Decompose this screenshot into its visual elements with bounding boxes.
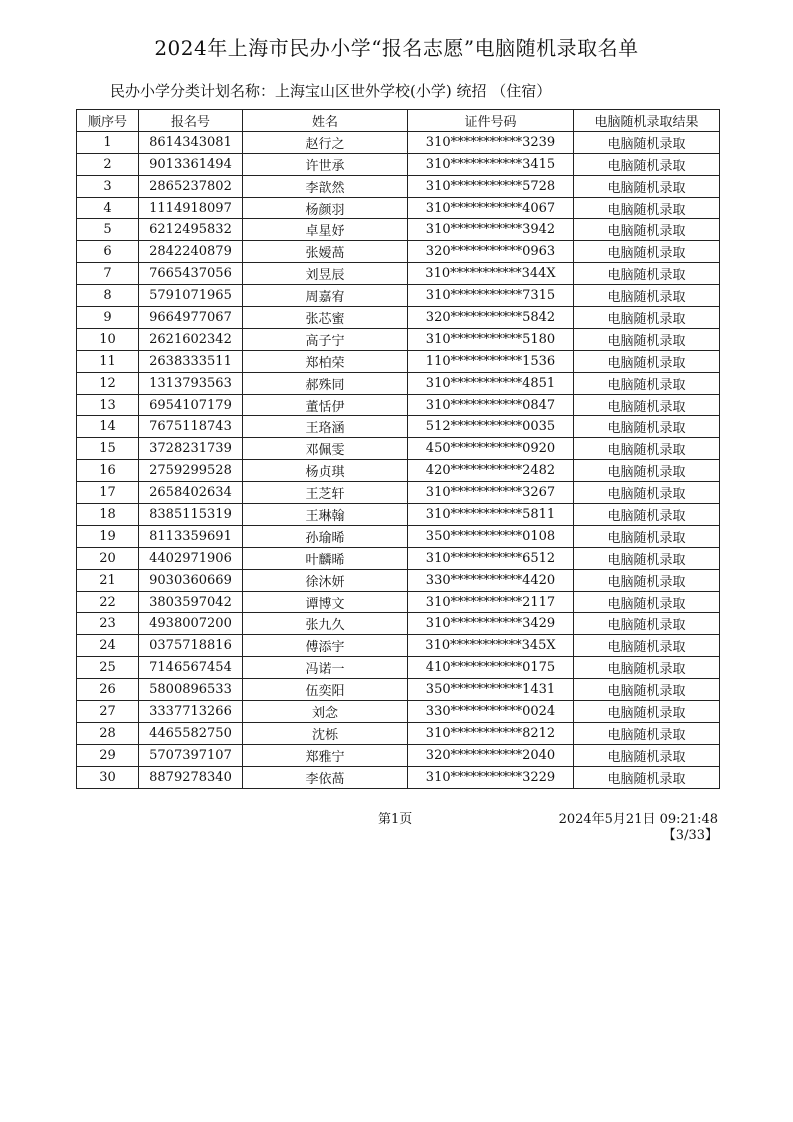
- cell-result: 电脑随机录取: [574, 219, 720, 241]
- cell-result: 电脑随机录取: [574, 175, 720, 197]
- cell-id-no: 310***********3267: [408, 482, 574, 504]
- cell-result: 电脑随机录取: [574, 482, 720, 504]
- table-header-row: [77, 110, 720, 132]
- cell-name: 郑雅宁: [243, 744, 408, 766]
- cell-name: 许世承: [243, 153, 408, 175]
- cell-reg-no: 2759299528: [139, 460, 243, 482]
- cell-reg-no: 9664977067: [139, 307, 243, 329]
- table-row: [77, 416, 720, 438]
- cell-seq: 19: [77, 525, 139, 547]
- cell-reg-no: 4402971906: [139, 547, 243, 569]
- table-row: [77, 241, 720, 263]
- cell-name: 李依萵: [243, 766, 408, 788]
- cell-id-no: 310***********3942: [408, 219, 574, 241]
- cell-result: 电脑随机录取: [574, 350, 720, 372]
- cell-result: 电脑随机录取: [574, 263, 720, 285]
- cell-reg-no: 7665437056: [139, 263, 243, 285]
- cell-name: 傅添宇: [243, 635, 408, 657]
- cell-result: 电脑随机录取: [574, 657, 720, 679]
- cell-result: 电脑随机录取: [574, 372, 720, 394]
- cell-reg-no: 6954107179: [139, 394, 243, 416]
- cell-seq: 11: [77, 350, 139, 372]
- cell-seq: 25: [77, 657, 139, 679]
- cell-reg-no: 7146567454: [139, 657, 243, 679]
- cell-result: 电脑随机录取: [574, 131, 720, 153]
- cell-name: 张嫒萵: [243, 241, 408, 263]
- cell-seq: 17: [77, 482, 139, 504]
- cell-result: 电脑随机录取: [574, 416, 720, 438]
- table-row: [77, 350, 720, 372]
- cell-reg-no: 4465582750: [139, 722, 243, 744]
- cell-result: 电脑随机录取: [574, 679, 720, 701]
- cell-id-no: 310***********3239: [408, 131, 574, 153]
- cell-seq: 18: [77, 504, 139, 526]
- cell-id-no: 310***********345X: [408, 635, 574, 657]
- cell-result: 电脑随机录取: [574, 438, 720, 460]
- table-row: [77, 657, 720, 679]
- cell-reg-no: 8879278340: [139, 766, 243, 788]
- table-row: [77, 307, 720, 329]
- table-row: [77, 766, 720, 788]
- cell-result: 电脑随机录取: [574, 613, 720, 635]
- cell-reg-no: 0375718816: [139, 635, 243, 657]
- cell-id-no: 350***********0108: [408, 525, 574, 547]
- cell-id-no: 320***********0963: [408, 241, 574, 263]
- cell-result: 电脑随机录取: [574, 701, 720, 723]
- cell-reg-no: 9013361494: [139, 153, 243, 175]
- page-number: 第1页: [378, 812, 413, 827]
- header-id-no: 证件号码: [408, 110, 574, 132]
- cell-id-no: 330***********4420: [408, 569, 574, 591]
- table-row: [77, 328, 720, 350]
- table-row: [77, 372, 720, 394]
- cell-reg-no: 6212495832: [139, 219, 243, 241]
- cell-name: 孙瑜晞: [243, 525, 408, 547]
- cell-result: 电脑随机录取: [574, 307, 720, 329]
- cell-name: 伍奕阳: [243, 679, 408, 701]
- cell-reg-no: 5707397107: [139, 744, 243, 766]
- table-row: [77, 219, 720, 241]
- cell-result: 电脑随机录取: [574, 197, 720, 219]
- cell-name: 谭博文: [243, 591, 408, 613]
- cell-seq: 1: [77, 131, 139, 153]
- cell-name: 高子宁: [243, 328, 408, 350]
- cell-seq: 15: [77, 438, 139, 460]
- cell-seq: 29: [77, 744, 139, 766]
- header-seq: 顺序号: [77, 110, 139, 132]
- cell-name: 张九久: [243, 613, 408, 635]
- cell-id-no: 310***********5728: [408, 175, 574, 197]
- table-row: [77, 701, 720, 723]
- cell-name: 董恬伊: [243, 394, 408, 416]
- cell-seq: 8: [77, 285, 139, 307]
- cell-seq: 24: [77, 635, 139, 657]
- table-row: [77, 613, 720, 635]
- cell-result: 电脑随机录取: [574, 153, 720, 175]
- table-row: [77, 438, 720, 460]
- cell-id-no: 310***********0847: [408, 394, 574, 416]
- table-row: [77, 722, 720, 744]
- cell-result: 电脑随机录取: [574, 591, 720, 613]
- table-row: [77, 482, 720, 504]
- cell-seq: 6: [77, 241, 139, 263]
- cell-id-no: 310***********2117: [408, 591, 574, 613]
- cell-name: 邓佩雯: [243, 438, 408, 460]
- cell-name: 刘念: [243, 701, 408, 723]
- cell-result: 电脑随机录取: [574, 328, 720, 350]
- cell-id-no: 330***********0024: [408, 701, 574, 723]
- cell-reg-no: 4938007200: [139, 613, 243, 635]
- table-row: [77, 547, 720, 569]
- cell-id-no: 310***********344X: [408, 263, 574, 285]
- cell-seq: 21: [77, 569, 139, 591]
- page-count: 【3/33】: [662, 828, 718, 843]
- table-row: [77, 131, 720, 153]
- cell-name: 郑柏荣: [243, 350, 408, 372]
- cell-id-no: 310***********4851: [408, 372, 574, 394]
- table-row: [77, 394, 720, 416]
- table-row: [77, 525, 720, 547]
- cell-reg-no: 5800896533: [139, 679, 243, 701]
- table-row: [77, 197, 720, 219]
- table-row: [77, 175, 720, 197]
- cell-result: 电脑随机录取: [574, 547, 720, 569]
- cell-reg-no: 9030360669: [139, 569, 243, 591]
- cell-reg-no: 8113359691: [139, 525, 243, 547]
- cell-reg-no: 8385115319: [139, 504, 243, 526]
- plan-name: 民办小学分类计划名称：上海宝山区世外学校(小学) 统招 （住宿）: [110, 82, 552, 100]
- cell-reg-no: 1114918097: [139, 197, 243, 219]
- cell-result: 电脑随机录取: [574, 241, 720, 263]
- admission-table: [76, 109, 720, 789]
- cell-reg-no: 2865237802: [139, 175, 243, 197]
- cell-seq: 4: [77, 197, 139, 219]
- cell-name: 张芯蜜: [243, 307, 408, 329]
- cell-seq: 5: [77, 219, 139, 241]
- cell-result: 电脑随机录取: [574, 569, 720, 591]
- cell-id-no: 310***********8212: [408, 722, 574, 744]
- cell-reg-no: 2638333511: [139, 350, 243, 372]
- cell-name: 李歆然: [243, 175, 408, 197]
- table-row: [77, 460, 720, 482]
- cell-seq: 16: [77, 460, 139, 482]
- cell-id-no: 110***********1536: [408, 350, 574, 372]
- table-body: [77, 131, 720, 788]
- table-row: [77, 263, 720, 285]
- cell-reg-no: 7675118743: [139, 416, 243, 438]
- cell-seq: 7: [77, 263, 139, 285]
- cell-result: 电脑随机录取: [574, 525, 720, 547]
- cell-result: 电脑随机录取: [574, 635, 720, 657]
- cell-result: 电脑随机录取: [574, 744, 720, 766]
- cell-id-no: 350***********1431: [408, 679, 574, 701]
- table-row: [77, 679, 720, 701]
- cell-name: 徐沐妍: [243, 569, 408, 591]
- table-row: [77, 285, 720, 307]
- cell-name: 冯诺一: [243, 657, 408, 679]
- cell-result: 电脑随机录取: [574, 504, 720, 526]
- cell-seq: 12: [77, 372, 139, 394]
- cell-id-no: 320***********2040: [408, 744, 574, 766]
- cell-reg-no: 8614343081: [139, 131, 243, 153]
- cell-seq: 20: [77, 547, 139, 569]
- cell-reg-no: 3803597042: [139, 591, 243, 613]
- cell-id-no: 310***********3415: [408, 153, 574, 175]
- cell-seq: 10: [77, 328, 139, 350]
- table-row: [77, 635, 720, 657]
- cell-result: 电脑随机录取: [574, 460, 720, 482]
- cell-id-no: 310***********5811: [408, 504, 574, 526]
- cell-seq: 13: [77, 394, 139, 416]
- table-row: [77, 744, 720, 766]
- cell-id-no: 410***********0175: [408, 657, 574, 679]
- cell-reg-no: 3728231739: [139, 438, 243, 460]
- header-result: 电脑随机录取结果: [574, 110, 720, 132]
- cell-name: 郝殊同: [243, 372, 408, 394]
- cell-result: 电脑随机录取: [574, 285, 720, 307]
- cell-id-no: 310***********3429: [408, 613, 574, 635]
- table-row: [77, 569, 720, 591]
- cell-seq: 22: [77, 591, 139, 613]
- cell-name: 刘昱辰: [243, 263, 408, 285]
- cell-id-no: 512***********0035: [408, 416, 574, 438]
- table-row: [77, 504, 720, 526]
- cell-reg-no: 5791071965: [139, 285, 243, 307]
- cell-seq: 27: [77, 701, 139, 723]
- cell-seq: 9: [77, 307, 139, 329]
- cell-name: 周嘉宥: [243, 285, 408, 307]
- cell-id-no: 310***********6512: [408, 547, 574, 569]
- cell-seq: 23: [77, 613, 139, 635]
- cell-seq: 26: [77, 679, 139, 701]
- print-datetime: 2024年5月21日 09:21:48: [558, 812, 718, 827]
- cell-id-no: 310***********7315: [408, 285, 574, 307]
- cell-name: 王琳翰: [243, 504, 408, 526]
- cell-name: 王芝轩: [243, 482, 408, 504]
- cell-name: 王珞涵: [243, 416, 408, 438]
- table-row: [77, 153, 720, 175]
- table-row: [77, 591, 720, 613]
- cell-seq: 2: [77, 153, 139, 175]
- cell-id-no: 310***********4067: [408, 197, 574, 219]
- cell-seq: 14: [77, 416, 139, 438]
- cell-result: 电脑随机录取: [574, 766, 720, 788]
- cell-seq: 30: [77, 766, 139, 788]
- cell-id-no: 420***********2482: [408, 460, 574, 482]
- cell-reg-no: 1313793563: [139, 372, 243, 394]
- cell-name: 沈栎: [243, 722, 408, 744]
- cell-name: 赵行之: [243, 131, 408, 153]
- cell-name: 杨颜羽: [243, 197, 408, 219]
- cell-id-no: 310***********3229: [408, 766, 574, 788]
- cell-seq: 3: [77, 175, 139, 197]
- cell-result: 电脑随机录取: [574, 722, 720, 744]
- cell-result: 电脑随机录取: [574, 394, 720, 416]
- header-name: 姓名: [243, 110, 408, 132]
- page-title: 2024年上海市民办小学“报名志愿”电脑随机录取名单: [154, 36, 639, 60]
- cell-seq: 28: [77, 722, 139, 744]
- cell-id-no: 320***********5842: [408, 307, 574, 329]
- cell-id-no: 450***********0920: [408, 438, 574, 460]
- cell-reg-no: 2658402634: [139, 482, 243, 504]
- cell-name: 叶麟晞: [243, 547, 408, 569]
- cell-reg-no: 2842240879: [139, 241, 243, 263]
- cell-name: 卓星妤: [243, 219, 408, 241]
- header-reg-no: 报名号: [139, 110, 243, 132]
- cell-reg-no: 3337713266: [139, 701, 243, 723]
- cell-reg-no: 2621602342: [139, 328, 243, 350]
- cell-name: 杨贞琪: [243, 460, 408, 482]
- cell-id-no: 310***********5180: [408, 328, 574, 350]
